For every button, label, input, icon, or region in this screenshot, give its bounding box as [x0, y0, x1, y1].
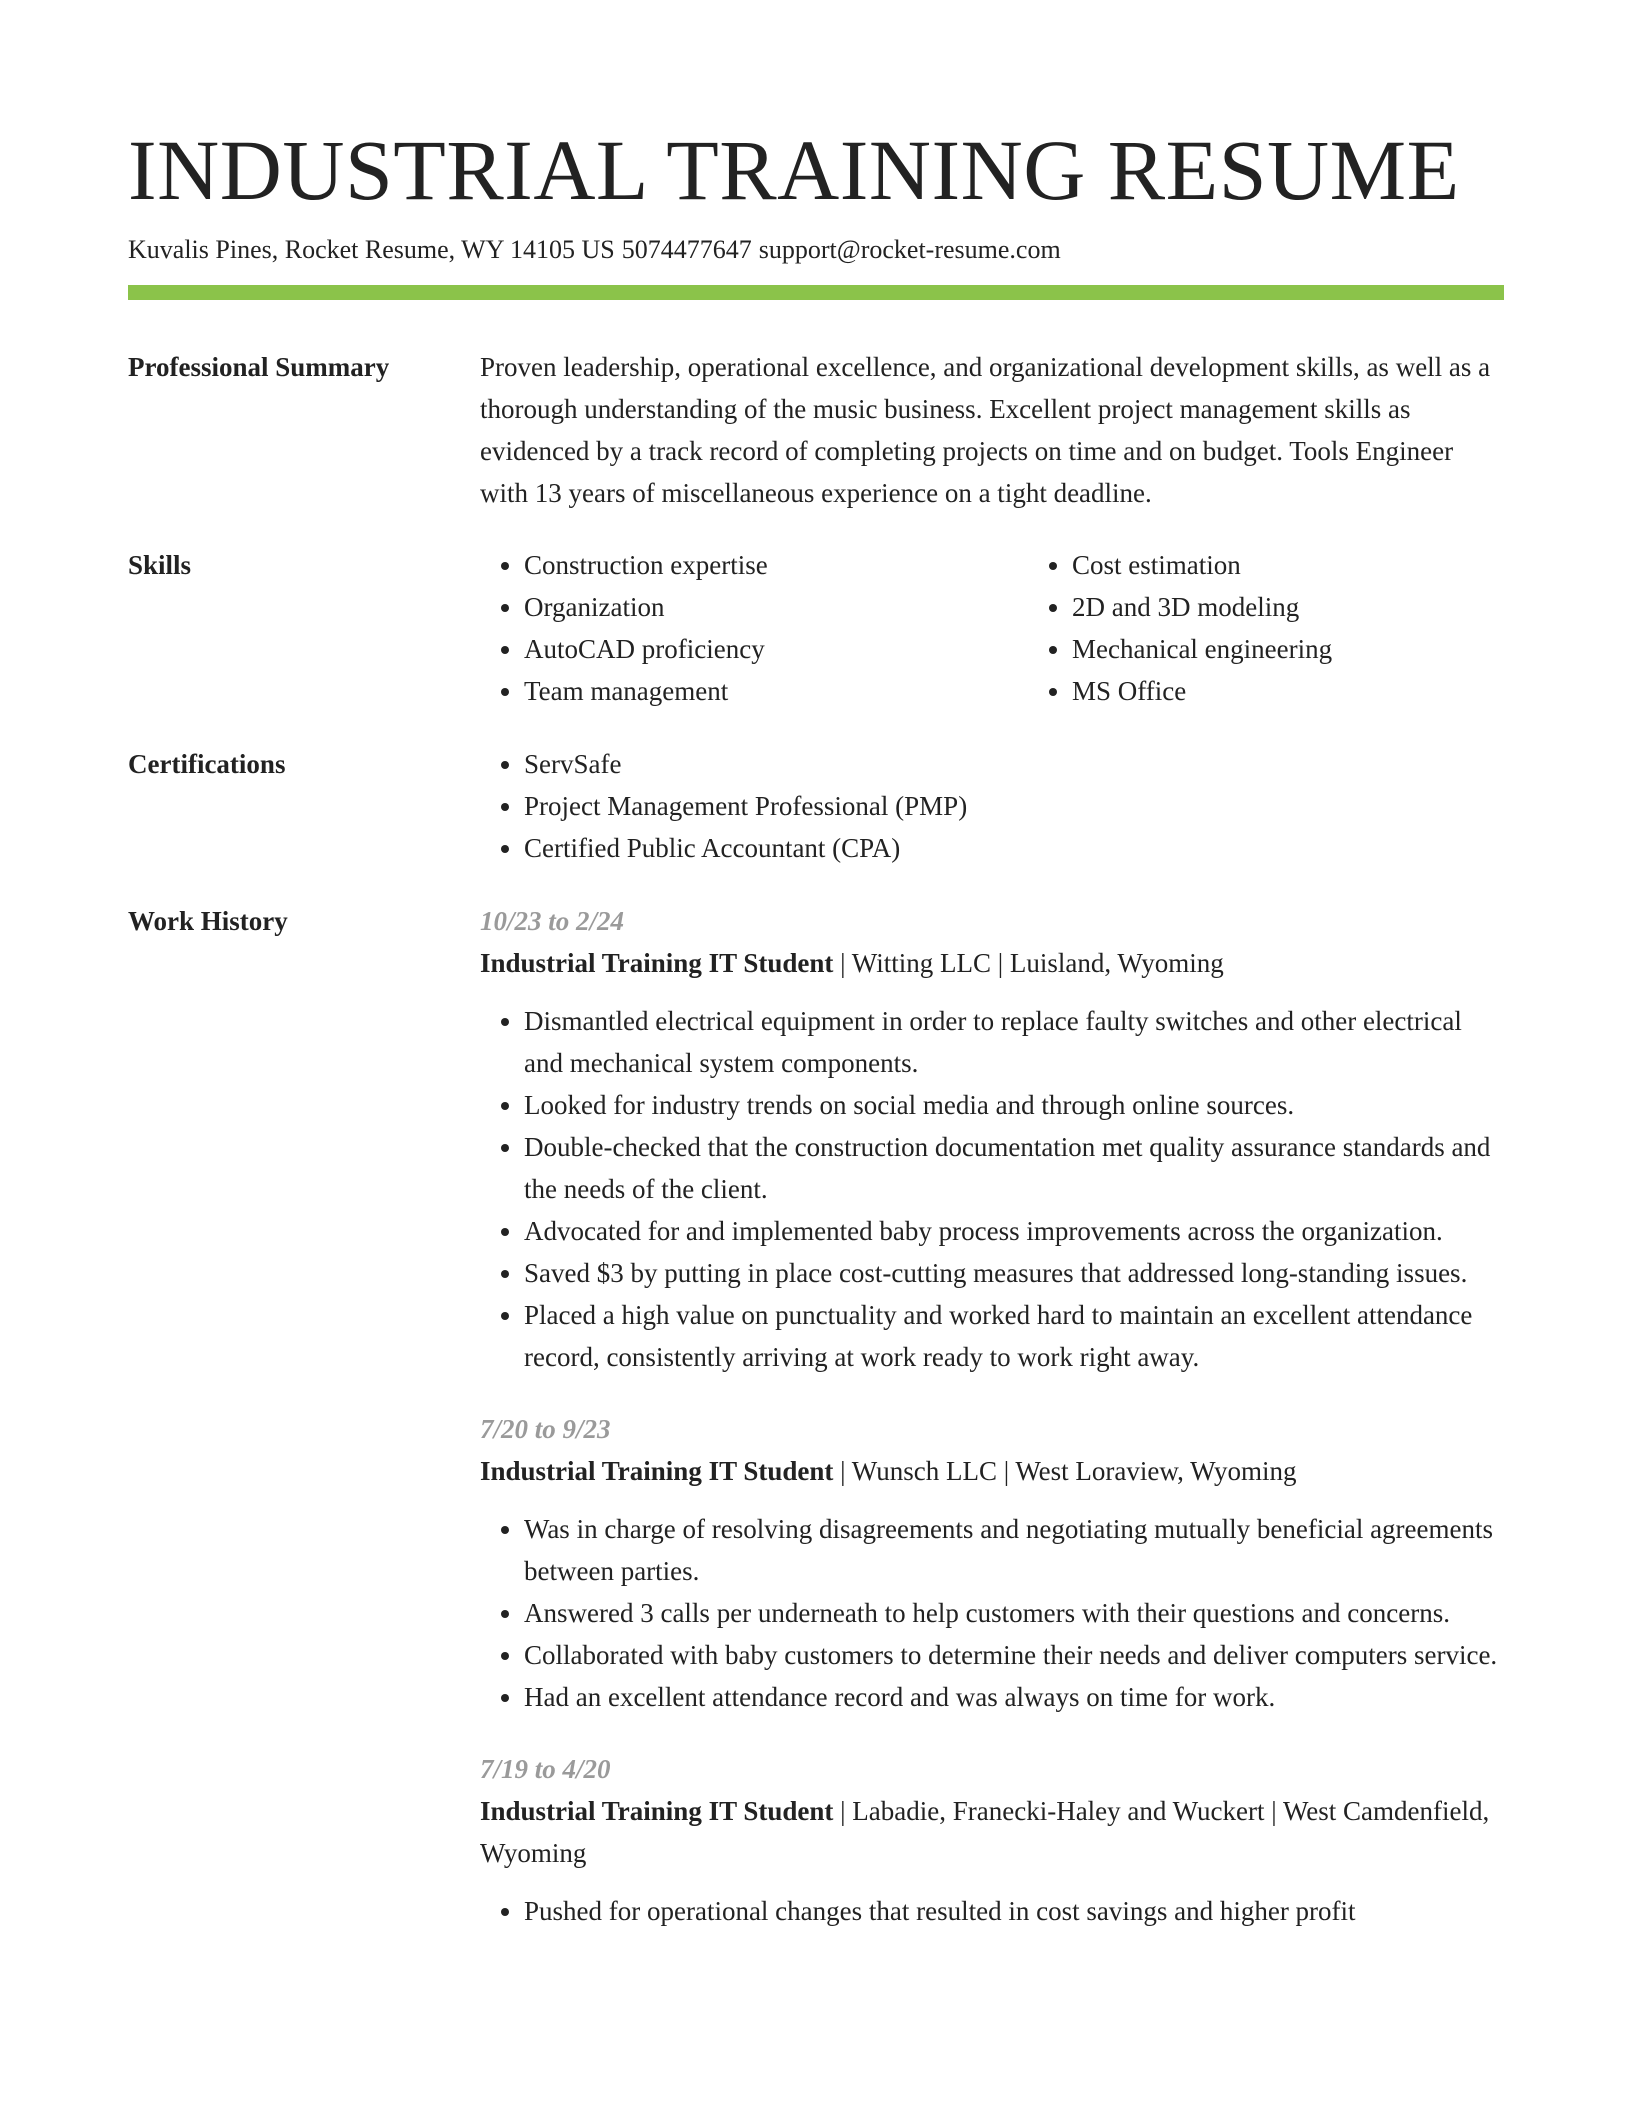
- contact-line: [128, 232, 1504, 268]
- contact-phone: 5074477647: [621, 235, 752, 264]
- skills-list-right: [1028, 544, 1576, 712]
- summary-label: Professional Summary: [128, 352, 390, 382]
- job-employer-location: | Labadie, Franecki-Haley and Wuckert | West Camdenfield, Wyoming: [480, 1796, 1490, 1868]
- job-bullets: [480, 1508, 1504, 1718]
- skill-item: • Cost estimation: [1072, 544, 1576, 586]
- certifications-label: Certifications: [128, 749, 286, 779]
- job-bullet: • Had an excellent attendance record and was always on time for work.: [524, 1676, 1504, 1718]
- job-heading: [480, 1790, 1504, 1874]
- work-history-label: Work History: [128, 906, 288, 936]
- job-title: Industrial Training IT Student: [480, 1796, 834, 1826]
- summary-text: Proven leadership, operational excellence, and organizational development skills, as well as a thorough understanding of the music business. Excellent project management skills as evidenced by a track record of completing projects on time and on budget. Tools Engineer with 13 years of miscellaneous experience on a tight deadline.: [480, 352, 1491, 508]
- work-history-body: [480, 900, 1504, 1932]
- certification-item: • ServSafe: [524, 743, 1504, 785]
- job-bullet: • Pushed for operational changes that resulted in cost savings and higher profit: [524, 1890, 1504, 1932]
- job-bullet: • Looked for industry trends on social media and through online sources.: [524, 1084, 1504, 1126]
- job-bullet: • Collaborated with baby customers to determine their needs and deliver computers service.: [524, 1634, 1504, 1676]
- skill-item: • MS Office: [1072, 670, 1576, 712]
- job-bullet: • Was in charge of resolving disagreements and negotiating mutually beneficial agreements between parties.: [524, 1508, 1504, 1592]
- job-heading: [480, 1450, 1504, 1492]
- job-bullet: • Dismantled electrical equipment in order to replace faulty switches and other electrical and mechanical system components.: [524, 1000, 1504, 1084]
- job-date: 7/19 to 4/20: [480, 1754, 611, 1784]
- job-employer-location: | Wunsch LLC | West Loraview, Wyoming: [833, 1456, 1297, 1486]
- certification-item: • Project Management Professional (PMP): [524, 785, 1504, 827]
- job-bullets: [480, 1890, 1504, 1932]
- summary-section: [128, 346, 1504, 514]
- job-bullet: • Answered 3 calls per underneath to help customers with their questions and concerns.: [524, 1592, 1504, 1634]
- job-bullet: • Saved $3 by putting in place cost-cutting measures that addressed long-standing issues.: [524, 1252, 1504, 1294]
- job-title: Industrial Training IT Student: [480, 1456, 834, 1486]
- job-title: Industrial Training IT Student: [480, 948, 834, 978]
- certifications-body: [480, 743, 1504, 869]
- work-history-section: [128, 900, 1504, 1932]
- certifications-list: [480, 743, 1504, 869]
- job-date: 10/23 to 2/24: [480, 906, 625, 936]
- skills-list-left: [480, 544, 1028, 712]
- resume-title: INDUSTRIAL TRAINING RESUME: [128, 122, 1460, 218]
- skill-item: • Construction expertise: [524, 544, 1028, 586]
- skill-item: • Organization: [524, 586, 1028, 628]
- skills-section: [128, 544, 1504, 712]
- job-heading: [480, 942, 1504, 984]
- skills-label: Skills: [128, 550, 192, 580]
- skill-item: • Team management: [524, 670, 1028, 712]
- skill-item: • 2D and 3D modeling: [1072, 586, 1576, 628]
- certification-item: • Certified Public Accountant (CPA): [524, 827, 1504, 869]
- job-bullets: [480, 1000, 1504, 1378]
- accent-divider: [128, 285, 1504, 300]
- certifications-section: [128, 743, 1504, 869]
- job-bullet: • Advocated for and implemented baby process improvements across the organization.: [524, 1210, 1504, 1252]
- skill-item: • Mechanical engineering: [1072, 628, 1576, 670]
- job-employer-location: | Witting LLC | Luisland, Wyoming: [833, 948, 1224, 978]
- skills-columns: [480, 544, 1576, 712]
- job-bullet: • Placed a high value on punctuality and worked hard to maintain an excellent attendance record, consistently arriving at work ready to work right away.: [524, 1294, 1504, 1378]
- job-bullet: • Double-checked that the construction documentation met quality assurance standards and the needs of the client.: [524, 1126, 1504, 1210]
- job-entry: [480, 900, 1504, 1378]
- job-date: 7/20 to 9/23: [480, 1414, 611, 1444]
- contact-email: support@rocket-resume.com: [758, 235, 1061, 264]
- contact-address: Kuvalis Pines, Rocket Resume, WY 14105 US: [128, 235, 615, 264]
- job-entry: [480, 1748, 1504, 1932]
- job-entry: [480, 1408, 1504, 1718]
- skill-item: • AutoCAD proficiency: [524, 628, 1028, 670]
